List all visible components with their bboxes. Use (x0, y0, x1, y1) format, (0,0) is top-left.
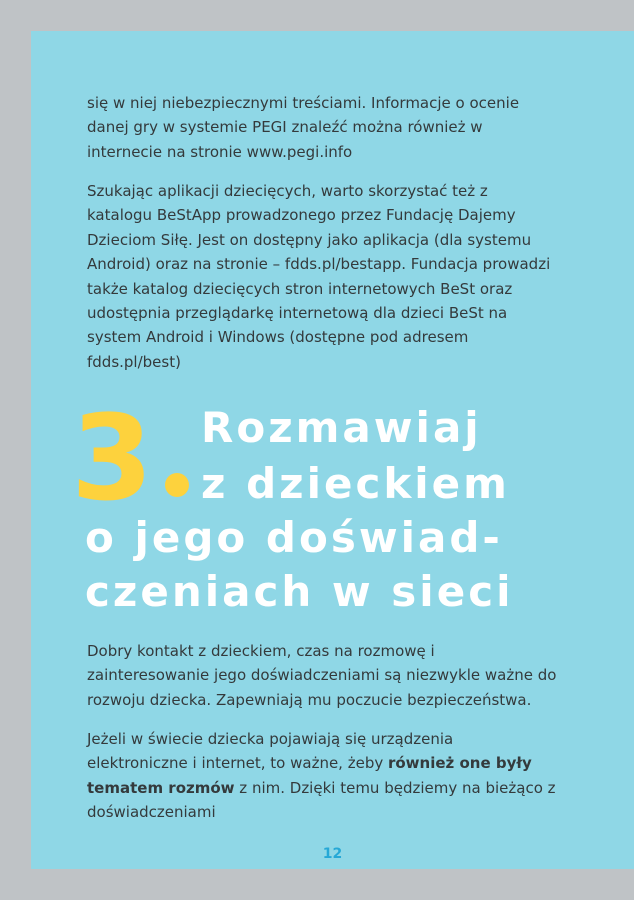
section-number: 3 (71, 389, 150, 527)
page-number: 12 (322, 846, 343, 862)
document-page (31, 31, 634, 869)
heading-line-2: z dzieckiem (201, 459, 510, 508)
paragraph-contact: Dobry kontakt z dzieckiem, czas na rozmowę i zainteresowanie jego doświadczeniami są niezwykle ważne do rozwoju dziecka. Zapewniają mu poczucie bezpieczeństwa. (87, 642, 557, 709)
heading-line-1: Rozmawiaj (201, 403, 482, 452)
paragraph-devices-start: Jeżeli w świecie dziecka pojawiają się urządzenia elektroniczne i internet, to ważne, żeby (87, 730, 454, 773)
paragraph-devices-bold: również one były tematem rozmów (87, 754, 532, 797)
paragraph-bestapp: Szukając aplikacji dziecięcych, warto skorzystać też z katalogu BeStApp prowadzonego przez Fundację Dajemy Dzieciom Siłę. Jest on dostępny jako aplikacja (dla systemu Android) oraz na stronie – fdds.pl/bestapp. Fundacja prowadzi także katalog dziecięcych stron internetowych BeSt oraz udostępnia przeglądarkę internetową dla dzieci BeSt na system Android i Windows (dostępne pod adresem fdds.pl/best) (87, 182, 551, 371)
section-number-dot (165, 473, 189, 497)
heading-line-4: czeniach w sieci (85, 567, 514, 616)
paragraph-pegi: się w niej niebezpiecznymi treściami. Informacje o ocenie danej gry w systemie PEGI znaleźć można również w internecie na stronie www.pegi.info (87, 94, 520, 161)
paragraph-devices-end: z nim. Dzięki temu będziemy na bieżąco z doświadczeniami (87, 778, 556, 822)
section-heading (71, 389, 611, 619)
heading-line-3: o jego doświad- (85, 513, 503, 562)
paragraph-devices (87, 727, 557, 825)
